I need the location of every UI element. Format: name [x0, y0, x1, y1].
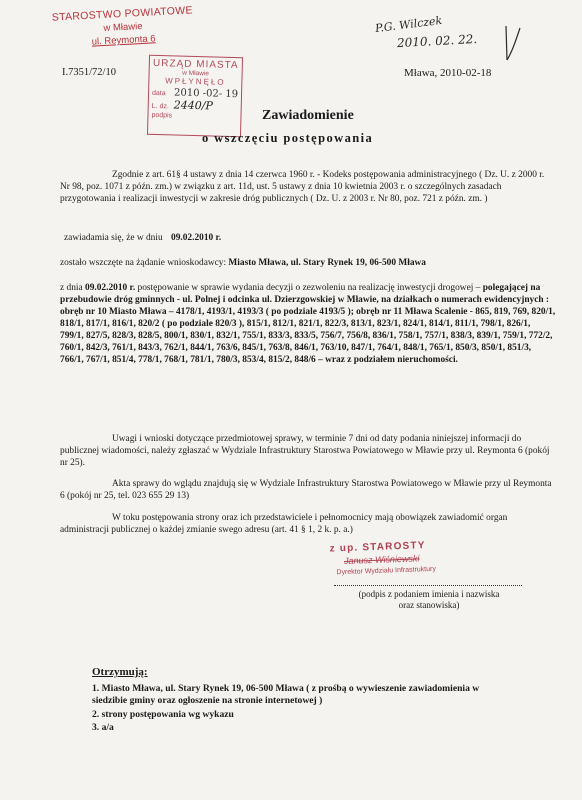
- paragraph-proceedings-details: polegającej na przebudowie dróg gminnych - ul. Polnej i odcinka ul. Dzierzgowskiej w Mławie, na działkach o numerach ewidencyjnych : obręb nr 10 Miasto Mława – 4178/1, 4193/1, 4193/3 ( po podziale 4193/5 ); obręb nr 11 Mława Scalenie - 865, 819, 769, 820/1, 818/1, 817/1, 816/1, 820/2 ( po podziale 820/3 ), 815/1, 812/1, 821/1, 822/3, 813/1, 823/1, 824/1, 814/1, 811/1, 798/1, 826/1, 799/1, 827/5, 828/3, 828/5, 800/1, 830/1, 832/1, 755/1, 833/3, 833/5, 756/7, 756/8, 836/1, 758/1, 757/1, 838/3, 839/1, 759/1, 772/2, 760/1, 842/3, 761/1, 843/3, 762/1, 844/1, 763/6, 845/1, 763/8, 846/1, 763/10, 847/1, 764/1, 848/1, 765/1, 850/3, 850/1, 851/3, 766/1, 767/1, 851/4, 778/1, 768/1, 781/1, 780/3, 853/4, 815/2, 848/6 – wraz z podziałem nieruchomości.: [60, 283, 556, 365]
- received-stamp-sub2: WPŁYNĘŁO: [165, 76, 226, 87]
- paragraph-initiated: [60, 257, 556, 269]
- starostwo-stamp-line2: w Mławie: [103, 20, 143, 35]
- handwritten-mark-icon: [500, 20, 526, 68]
- paragraph-proceedings-mid: postępowanie w sprawie wydania decyzji o zezwoleniu na realizację inwestycji drogowej –: [137, 283, 481, 293]
- handwritten-initials: P.G. Wilczek: [374, 13, 443, 36]
- paragraph-address-change-text: W toku postępowania strony oraz ich przedstawiciele i pełnomocnicy mają obowiązek zawiadomić organ administracji publicznej o każdej zmianie swego adresu (art. 41 § 1, 2 k. p. a.): [60, 513, 508, 535]
- paragraph-proceedings: [60, 282, 556, 366]
- received-stamp-num-label: L. dz.: [151, 102, 169, 111]
- paragraph-initiated-prefix: zostało wszczęte na żądanie wnioskodawcy:: [60, 258, 227, 268]
- paragraph-case-files: [60, 478, 556, 502]
- signature-stamp-line3: Dyrektor Wydziału Infrastruktury: [336, 565, 437, 577]
- recipient-item-2: 2. strony postępowania wg wykazu: [92, 709, 234, 720]
- received-stamp: [147, 55, 243, 137]
- signature-stamp: [329, 537, 530, 580]
- paragraph-remarks-text: Uwagi i wnioski dotyczące przedmiotowej sprawy, w terminie 7 dni od daty podania niniejszej informacji do publicznej wiadomości, należy zgłaszać w Wydziale Infrastruktury Starostwa Powiatowego w Mławie przy ul. Reymonta 6 (pokój nr 25).: [60, 434, 550, 468]
- received-stamp-num-value: 2440/P: [173, 98, 214, 113]
- paragraph-proceedings-prefix: z dnia: [60, 283, 83, 293]
- paragraph-remarks: [60, 433, 556, 469]
- received-stamp-date-value: 2010 -02- 19: [173, 87, 239, 101]
- starostwo-stamp: [47, 4, 199, 51]
- received-stamp-date-label: data: [151, 89, 166, 98]
- received-stamp-title: URZĄD MIASTA: [152, 57, 239, 72]
- paragraph-initiated-applicant: Miasto Mława, ul. Stary Rynek 19, 06-500 Mława: [228, 258, 426, 268]
- received-stamp-sub: w Mławie: [182, 69, 210, 78]
- recipients-heading: Otrzymują:: [92, 666, 148, 678]
- handwritten-date: 2010. 02. 22.: [396, 31, 478, 51]
- starostwo-stamp-line1: STAROSTWO POWIATOWE: [51, 4, 194, 24]
- signature-caption: [334, 589, 524, 611]
- signature-stamp-line2: Janusz Wiśniewski: [343, 553, 420, 566]
- reference-number: I.7351/72/10: [62, 67, 116, 78]
- signature-caption-line1: (podpis z podaniem imienia i nazwiska: [358, 589, 500, 599]
- paragraph-legal-basis: [60, 169, 556, 205]
- place-date: Mława, 2010-02-18: [404, 67, 492, 79]
- paragraph-address-change: [60, 512, 556, 536]
- recipient-item-3: 3. a/a: [92, 722, 114, 733]
- paragraph-notice-date: [64, 232, 554, 244]
- signature-stamp-line1: z up. STAROSTY: [329, 540, 426, 555]
- paragraph-notice-prefix: zawiadamia się, że w dniu: [64, 233, 163, 243]
- paragraph-proceedings-date: 09.02.2010 r.: [85, 283, 136, 293]
- starostwo-stamp-line3: ul. Reymonta 6: [91, 33, 156, 48]
- received-stamp-num-row: [149, 98, 241, 113]
- paragraph-notice-date-value: 09.02.2010 r.: [171, 233, 222, 243]
- signature-line: [334, 585, 522, 586]
- recipient-item-1: 1. Miasto Mława, ul. Stary Rynek 19, 06-500 Mława ( z prośbą o wywieszenie zawiadomienia w siedzibie gminy oraz ogłoszenie na stronie internetowej ): [92, 683, 480, 706]
- paragraph-legal-basis-text: Zgodnie z art. 61§ 4 ustawy z dnia 14 czerwca 1960 r. - Kodeks postępowania administracyjnego ( Dz. U. z 2000 r. Nr 98, poz. 1071 z późn. zm.) w związku z art. 11d, ust. 5 ustawy z dnia 10 kwietnia 2003 r. o szczególnych zasadach przygotowania i realizacji inwestycji w zakresie dróg publicznych ( Dz. U. z 2003 r. Nr 80, poz. 721 z późn. zm. ): [60, 170, 545, 204]
- paragraph-case-files-text: Akta sprawy do wglądu znajdują się w Wydziale Infrastruktury Starostwa Powiatowego w Mławie przy ul Reymonta 6 (pokój nr 25, tel. 023 655 29 13): [60, 479, 552, 501]
- signature-caption-line2: oraz stanowiska): [398, 600, 460, 610]
- heading-title: Zawiadomienie: [262, 108, 354, 123]
- received-stamp-podpis-label: podpis: [151, 111, 173, 120]
- heading-subtitle: o wszczęciu postępowania: [202, 131, 374, 145]
